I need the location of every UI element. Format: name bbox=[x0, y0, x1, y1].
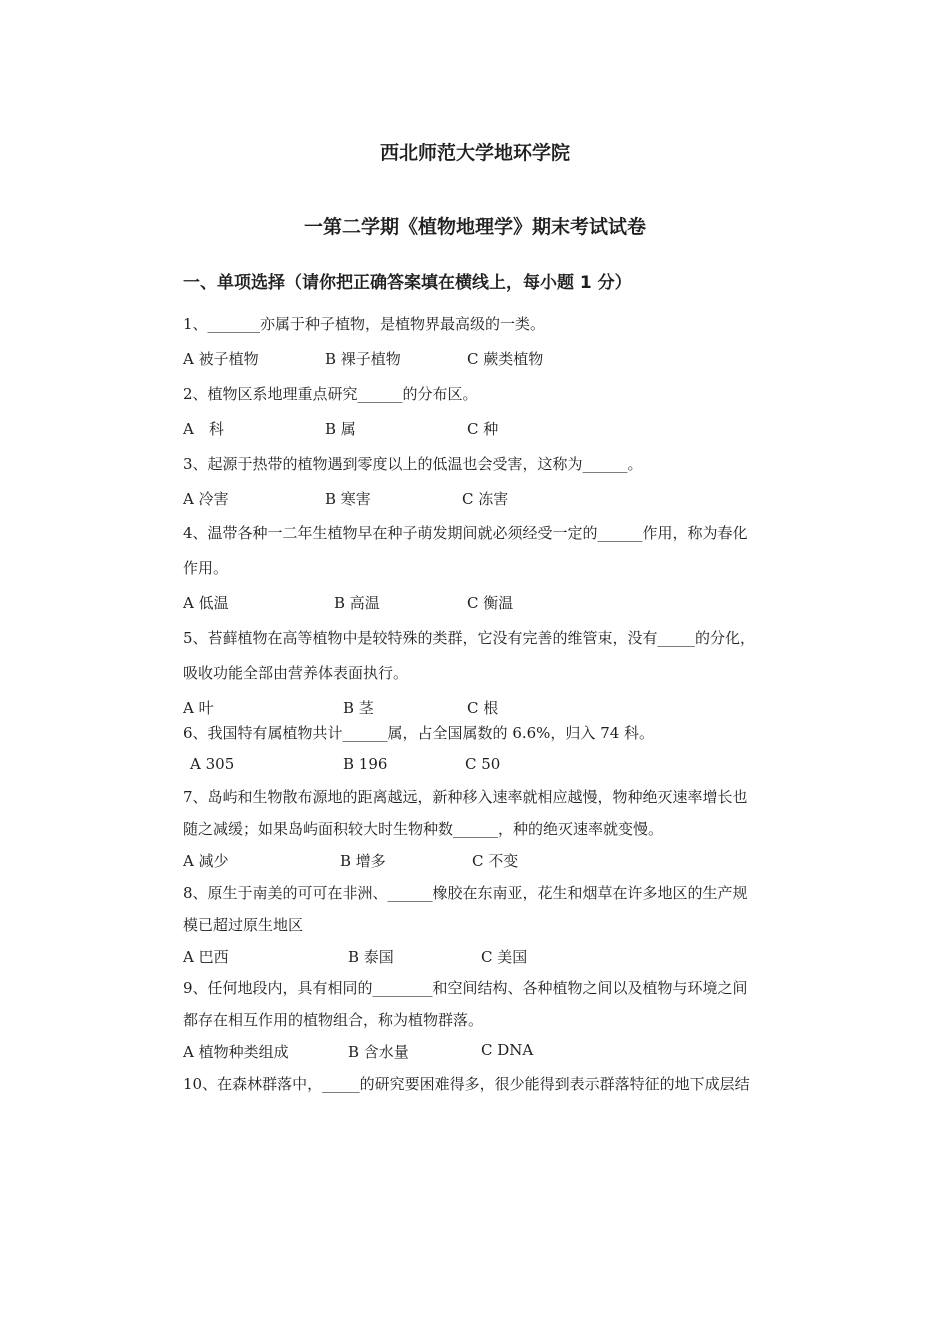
question-3-option-b: B 寒害 bbox=[325, 490, 371, 508]
question-7-option-b: B 增多 bbox=[340, 852, 386, 870]
question-4-text-line-2: 作用。 bbox=[183, 559, 229, 577]
question-5-text-line-2: 吸收功能全部由营养体表面执行。 bbox=[183, 664, 409, 682]
question-9-option-a: A 植物种类组成 bbox=[183, 1043, 289, 1061]
question-5-option-c: C 根 bbox=[467, 699, 499, 717]
question-9-option-c: C DNA bbox=[481, 1041, 534, 1059]
question-7-text-line-1: 7、岛屿和生物散布源地的距离越远，新种移入速率就相应越慢，物种绝灭速率增长也 bbox=[183, 788, 748, 806]
question-2-option-a: A 科 bbox=[183, 420, 224, 438]
question-4-option-b: B 高温 bbox=[334, 594, 380, 612]
institution-title: 西北师范大学地环学院 bbox=[379, 142, 570, 164]
question-6-option-b: B 196 bbox=[343, 755, 388, 773]
exam-title: 一第二学期《植物地理学》期末考试试卷 bbox=[303, 216, 646, 238]
question-3-text: 3、起源于热带的植物遇到零度以上的低温也会受害，这称为______。 bbox=[183, 455, 643, 473]
question-8-option-a: A 巴西 bbox=[183, 948, 229, 966]
question-10-text-line-1: 10、在森林群落中，_____的研究要困难得多，很少能得到表示群落特征的地下成层结 bbox=[183, 1075, 750, 1093]
question-1-option-b: B 裸子植物 bbox=[325, 350, 401, 368]
question-5-option-a: A 叶 bbox=[183, 699, 214, 717]
question-9-option-b: B 含水量 bbox=[348, 1043, 409, 1061]
question-7-option-a: A 减少 bbox=[183, 852, 229, 870]
question-7-text-line-2: 随之减缓；如果岛屿面积较大时生物种数______，种的绝灭速率就变慢。 bbox=[183, 820, 664, 838]
question-9-text-line-1: 9、任何地段内，具有相同的________和空间结构、各种植物之间以及植物与环境之间 bbox=[183, 979, 748, 997]
question-4-text-line-1: 4、温带各种一二年生植物早在种子萌发期间就必须经受一定的______作用，称为春化 bbox=[183, 524, 748, 542]
question-1-option-c: C 蕨类植物 bbox=[467, 350, 544, 368]
question-5-text-line-1: 5、苔藓植物在高等植物中是较特殊的类群，它没有完善的维管束，没有_____的分化， bbox=[183, 629, 756, 647]
question-2-text: 2、植物区系地理重点研究______的分布区。 bbox=[183, 385, 478, 403]
question-8-text-line-1: 8、原生于南美的可可在非洲、______橡胶在东南亚，花生和烟草在许多地区的生产规 bbox=[183, 884, 748, 902]
question-9-text-line-2: 都存在相互作用的植物组合，称为植物群落。 bbox=[183, 1011, 484, 1029]
section-heading: 一、单项选择（请你把正确答案填在横线上，每小题 1 分） bbox=[183, 273, 632, 293]
question-2-option-c: C 种 bbox=[467, 420, 499, 438]
question-3-option-c: C 冻害 bbox=[462, 490, 509, 508]
question-5-option-b: B 茎 bbox=[343, 699, 374, 717]
question-1-text: 1、_______亦属于种子植物，是植物界最高级的一类。 bbox=[183, 315, 546, 333]
question-1-option-a: A 被子植物 bbox=[183, 350, 259, 368]
question-6-option-a: A 305 bbox=[190, 755, 235, 773]
question-7-option-c: C 不变 bbox=[472, 852, 519, 870]
question-6-text: 6、我国特有属植物共计______属，占全国属数的 6.6%，归入 74 科。 bbox=[183, 724, 655, 742]
question-4-option-c: C 衡温 bbox=[467, 594, 514, 612]
question-8-option-b: B 泰国 bbox=[348, 948, 394, 966]
question-8-option-c: C 美国 bbox=[481, 948, 528, 966]
question-3-option-a: A 冷害 bbox=[183, 490, 229, 508]
question-8-text-line-2: 模已超过原生地区 bbox=[183, 916, 304, 934]
question-2-option-b: B 属 bbox=[325, 420, 356, 438]
question-6-option-c: C 50 bbox=[465, 755, 501, 773]
question-4-option-a: A 低温 bbox=[183, 594, 229, 612]
